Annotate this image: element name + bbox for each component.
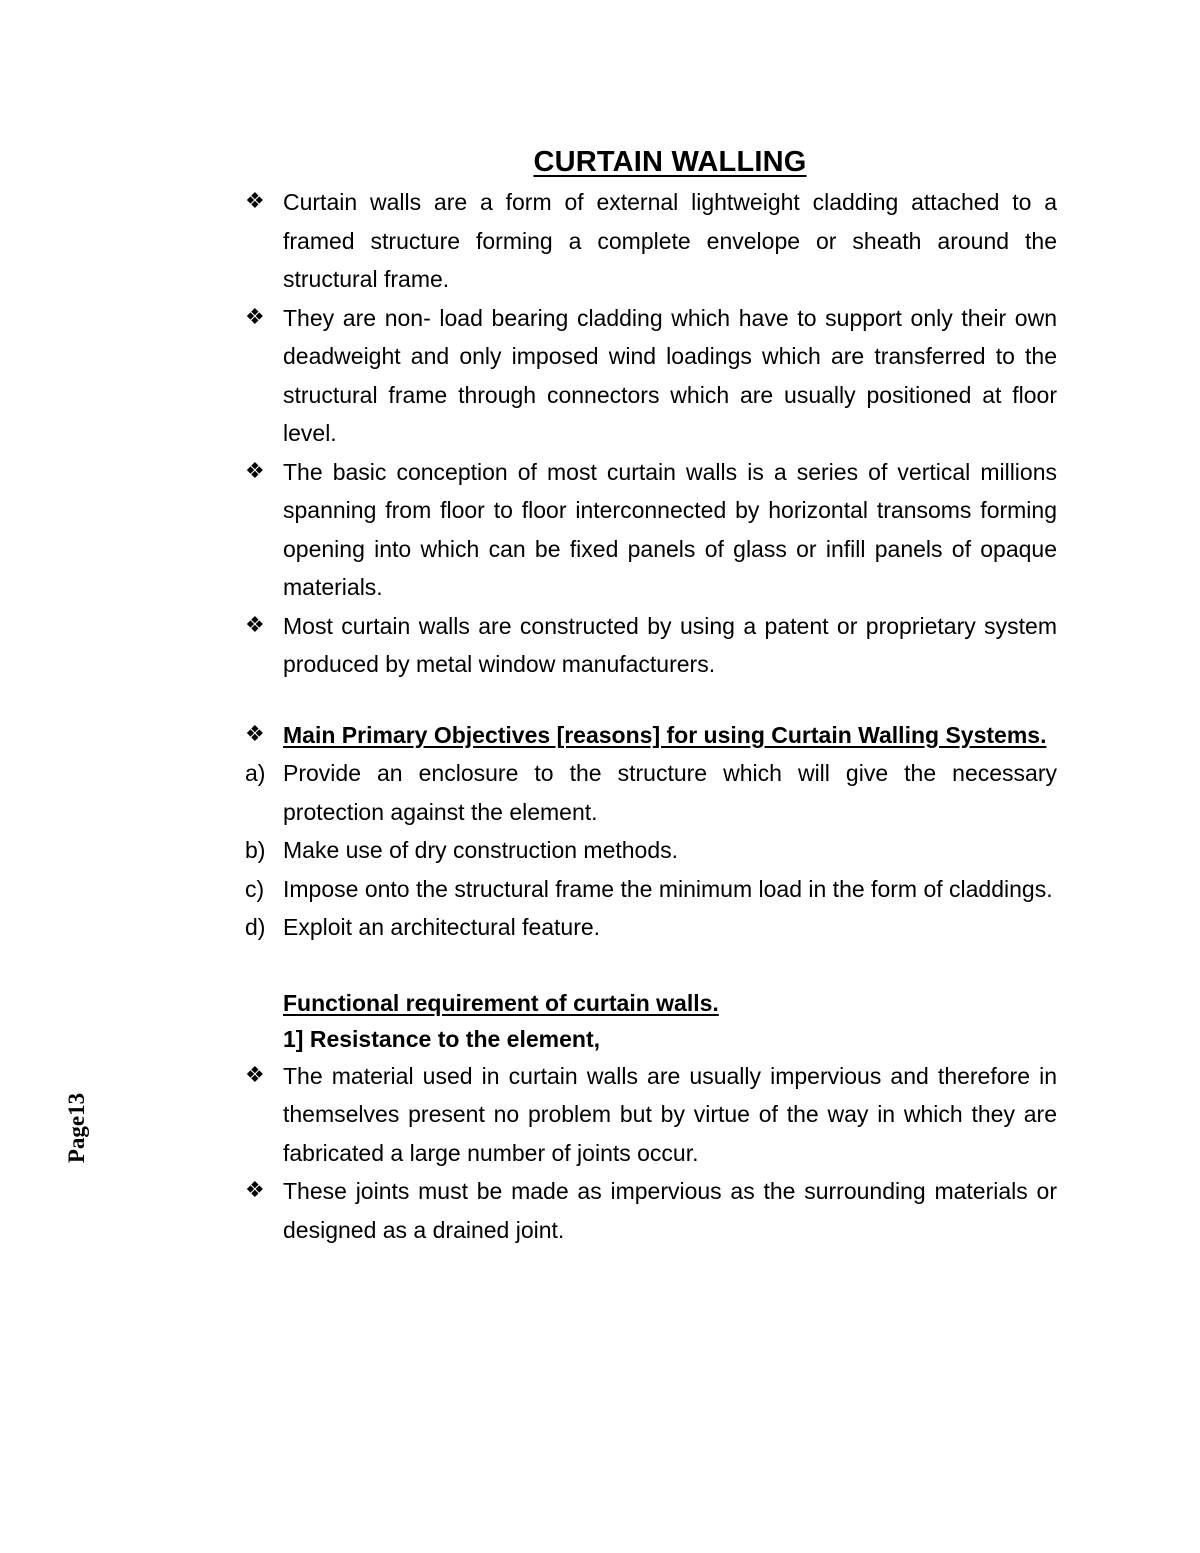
spacer bbox=[245, 684, 1057, 716]
bullet-text: The material used in curtain walls are usually impervious and therefore in themselves present no problem but by virtue of the way in which they are fabricated a large number of joints occur. bbox=[283, 1062, 1057, 1166]
bullet-text: These joints must be made as impervious as the surrounding materials or designed as a drained joint. bbox=[283, 1178, 1057, 1243]
objectives-heading-item bbox=[245, 716, 1057, 755]
bullet-text: The basic conception of most curtain walls is a series of vertical millions spanning from floor to floor interconnected by horizontal transoms forming opening into which can be fixed panels of glass or infill panels of opaque materials. bbox=[283, 458, 1057, 600]
functional-bullet-2 bbox=[245, 1172, 1057, 1249]
objective-text: Provide an enclosure to the structure which will give the necessary protection against the element. bbox=[283, 760, 1057, 825]
document-body bbox=[245, 183, 1057, 1249]
objective-text: Make use of dry construction methods. bbox=[283, 837, 679, 863]
objective-item-b bbox=[245, 831, 1057, 870]
page-number-label: Page13 bbox=[64, 1092, 90, 1164]
spacer bbox=[245, 947, 1057, 985]
page-title: CURTAIN WALLING bbox=[533, 146, 807, 178]
list-marker: a) bbox=[245, 760, 266, 786]
bullet-text: They are non- load bearing cladding which have to support only their own deadweight and only imposed wind loadings which are transferred to the structural frame through connectors which are usually positioned at floor level. bbox=[283, 304, 1057, 446]
diamond-bullet-icon: ❖ bbox=[245, 612, 265, 638]
intro-bullet-2 bbox=[245, 299, 1057, 453]
list-marker: d) bbox=[245, 914, 266, 940]
diamond-bullet-icon: ❖ bbox=[245, 721, 265, 747]
diamond-bullet-icon: ❖ bbox=[245, 304, 265, 330]
intro-bullet-1 bbox=[245, 183, 1057, 299]
objective-item-c bbox=[245, 870, 1057, 909]
diamond-bullet-icon: ❖ bbox=[245, 1178, 265, 1203]
bullet-text: Most curtain walls are constructed by using a patent or proprietary system produced by metal window manufacturers. bbox=[283, 612, 1057, 677]
bullet-text: Curtain walls are a form of external lightweight cladding attached to a framed structure forming a complete envelope or sheath around the structural frame. bbox=[283, 189, 1057, 292]
functional-heading-row bbox=[245, 985, 1057, 1021]
diamond-bullet-icon: ❖ bbox=[245, 1062, 265, 1088]
functional-subheading-row bbox=[245, 1021, 1057, 1057]
objective-item-a bbox=[245, 754, 1057, 831]
intro-bullet-3 bbox=[245, 453, 1057, 607]
objective-item-d bbox=[245, 908, 1057, 947]
functional-bullet-1 bbox=[245, 1057, 1057, 1173]
objective-text: Exploit an architectural feature. bbox=[283, 914, 601, 940]
objectives-heading: Main Primary Objectives [reasons] for using Curtain Walling Systems. bbox=[283, 721, 1047, 748]
functional-heading: Functional requirement of curtain walls. bbox=[283, 989, 719, 1016]
diamond-bullet-icon: ❖ bbox=[245, 458, 265, 484]
diamond-bullet-icon: ❖ bbox=[245, 189, 265, 214]
functional-subheading: 1] Resistance to the element, bbox=[283, 1025, 600, 1052]
objective-text: Impose onto the structural frame the minimum load in the form of claddings. bbox=[283, 875, 1053, 902]
list-marker: c) bbox=[245, 875, 265, 902]
list-marker: b) bbox=[245, 837, 266, 863]
intro-bullet-4 bbox=[245, 607, 1057, 684]
